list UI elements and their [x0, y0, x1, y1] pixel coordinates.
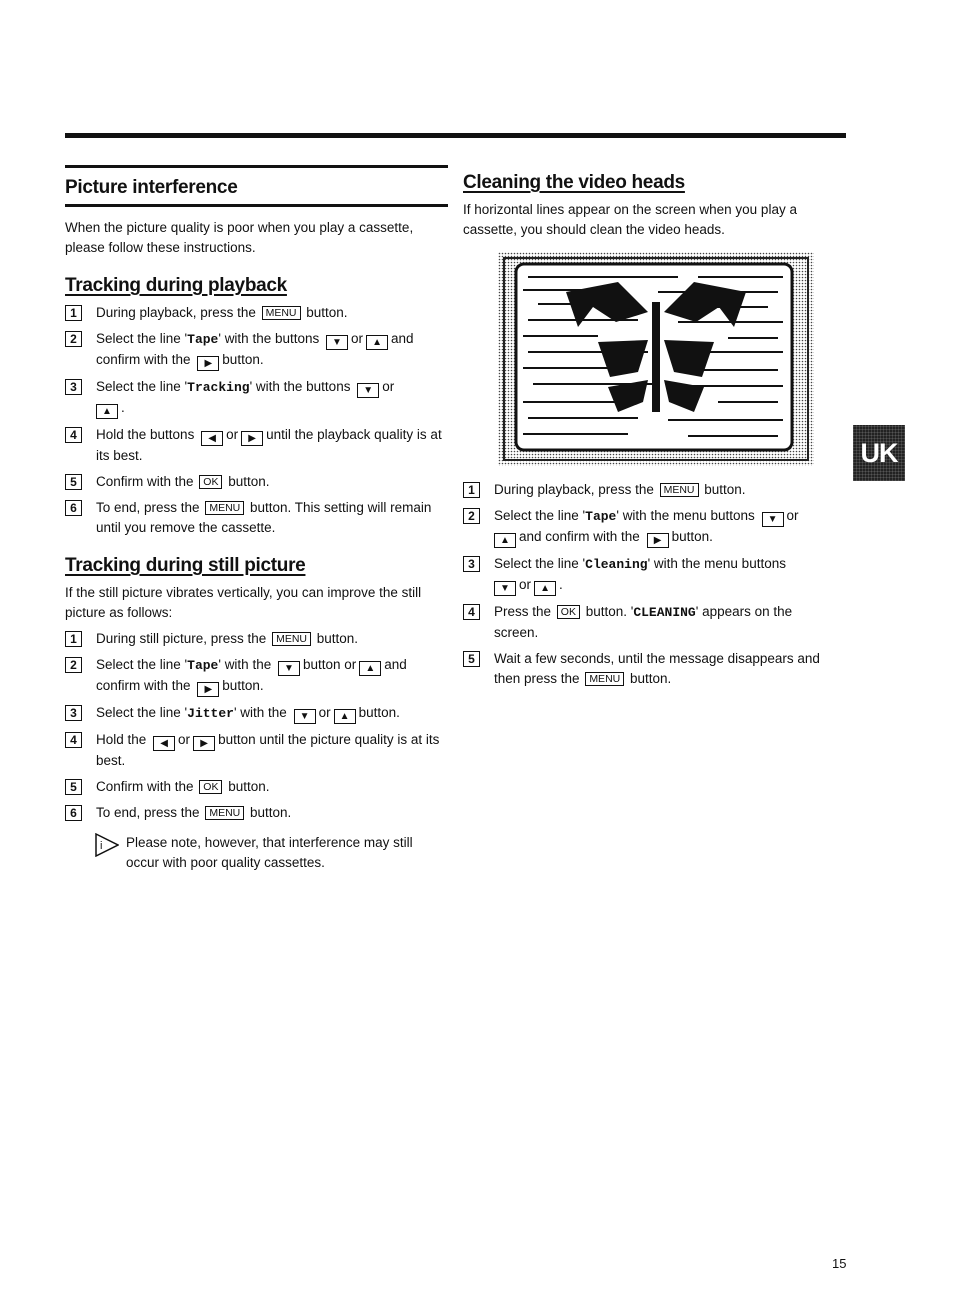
up-arrow-icon: ▲	[366, 335, 388, 350]
step-number: 1	[463, 482, 480, 498]
step-number: 6	[65, 805, 82, 821]
step	[65, 472, 448, 492]
ok-key-icon: OK	[199, 780, 222, 794]
step-text: During still picture, press the	[96, 631, 271, 646]
right-arrow-icon: ▶	[193, 736, 215, 751]
menu-key-icon: MENU	[585, 672, 624, 686]
step-text: button.	[222, 678, 264, 693]
step-text: Select the line '	[96, 705, 188, 720]
up-arrow-icon: ▲	[96, 404, 118, 419]
menu-key-icon: MENU	[262, 306, 301, 320]
menu-key-icon: MENU	[272, 632, 311, 646]
step-text: To end, press the	[96, 500, 204, 515]
step-text: During playback, press the	[96, 305, 260, 320]
left-column	[65, 165, 448, 873]
ok-key-icon: OK	[557, 605, 580, 619]
step-text: or	[786, 508, 799, 523]
menu-item-name: Jitter	[187, 706, 234, 721]
step-text: To end, press the	[96, 805, 204, 820]
step-text: .	[559, 577, 563, 592]
step-number: 3	[463, 556, 480, 572]
step-text: button.	[224, 779, 270, 794]
step-text: ' with the menu buttons	[647, 556, 786, 571]
svg-text:i: i	[100, 840, 103, 852]
step-number: 3	[65, 705, 82, 721]
step-text: button.	[302, 305, 348, 320]
right-arrow-icon: ▶	[197, 356, 219, 371]
step-number: 2	[65, 657, 82, 673]
step	[65, 303, 448, 323]
step-text: Select the line '	[494, 508, 586, 523]
step-text: button.	[222, 352, 264, 367]
menu-item-name: Tape	[187, 658, 219, 673]
step-text: until the playback quality is at its best.	[96, 427, 442, 463]
step-text: Hold the	[96, 732, 151, 747]
step-text: ' with the buttons	[249, 379, 355, 394]
steps-list	[65, 629, 448, 823]
info-icon	[95, 833, 119, 863]
menu-item-name: Tape	[585, 509, 617, 524]
step-text: Select the line '	[96, 331, 188, 346]
language-tab: UK	[853, 425, 905, 481]
step	[65, 425, 448, 466]
step-text: button or	[302, 657, 357, 672]
step-text: Select the line '	[96, 657, 188, 672]
up-arrow-icon: ▲	[494, 533, 516, 548]
ok-key-icon: OK	[199, 475, 222, 489]
menu-key-icon: MENU	[660, 483, 699, 497]
step-text: button.	[700, 482, 746, 497]
right-arrow-icon: ▶	[647, 533, 669, 548]
menu-key-icon: MENU	[205, 501, 244, 515]
up-arrow-icon: ▲	[359, 661, 381, 676]
step	[463, 602, 833, 643]
menu-key-icon: MENU	[205, 806, 244, 820]
step-text: button.	[313, 631, 359, 646]
step	[65, 777, 448, 797]
step-text: or	[226, 427, 239, 442]
step-text: button.	[224, 474, 270, 489]
step-text: ' with the	[218, 657, 275, 672]
step-text: ' with the buttons	[218, 331, 323, 346]
intro-text: If the still picture vibrates vertically, you can improve the still picture as follows:	[65, 585, 422, 620]
step	[463, 506, 833, 548]
section-title-tracking-playback: Tracking during playback	[65, 275, 287, 296]
down-arrow-icon: ▼	[494, 581, 516, 596]
step-text: button. This setting will remain until you remove the cassette.	[96, 500, 432, 535]
down-arrow-icon: ▼	[278, 661, 300, 676]
step-number: 1	[65, 305, 82, 321]
step-number: 1	[65, 631, 82, 647]
step-text: button.	[671, 529, 713, 544]
intro-text: When the picture quality is poor when you play a cassette, please follow these instructions.	[65, 220, 414, 255]
step-text: Select the line '	[494, 556, 586, 571]
step-text: Wait a few seconds, until the message disappears and then press the	[494, 651, 820, 686]
right-arrow-icon: ▶	[197, 682, 219, 697]
note-text: Please note, however, that interference may still occur with poor quality cassettes.	[126, 835, 413, 870]
left-arrow-icon: ◀	[153, 736, 175, 751]
step-text: ' with the menu buttons	[616, 508, 759, 523]
step-number: 5	[65, 474, 82, 490]
right-arrow-icon: ▶	[241, 431, 263, 446]
step	[65, 629, 448, 649]
section-title-cleaning: Cleaning the video heads	[463, 172, 685, 193]
step-text: and confirm with the	[96, 331, 414, 367]
menu-item-name: Tape	[187, 332, 219, 347]
steps-list	[65, 303, 448, 538]
step	[65, 377, 448, 419]
step	[65, 655, 448, 697]
step-text: Hold the buttons	[96, 427, 199, 442]
step	[65, 498, 448, 538]
step-text: or	[519, 577, 532, 592]
step-text: ' appears on the screen.	[494, 604, 793, 640]
menu-item-name: Tracking	[187, 380, 250, 395]
step-text: or	[351, 331, 364, 346]
step	[65, 329, 448, 371]
step-text: button. '	[581, 604, 634, 619]
note	[65, 833, 448, 873]
step-text: .	[121, 400, 125, 415]
step-text: button until the picture quality is at its best.	[96, 732, 440, 768]
left-arrow-icon: ◀	[201, 431, 223, 446]
down-arrow-icon: ▼	[762, 512, 784, 527]
step	[463, 480, 833, 500]
right-column	[463, 172, 833, 695]
section-title-tracking-still: Tracking during still picture	[65, 555, 306, 576]
step-number: 3	[65, 379, 82, 395]
step-number: 5	[65, 779, 82, 795]
steps-list	[463, 480, 833, 689]
step-text: Confirm with the	[96, 474, 198, 489]
intro-text: If horizontal lines appear on the screen when you play a cassette, you should clean the video heads.	[463, 202, 797, 237]
tv-interference-illustration	[498, 252, 814, 466]
step-text: ' with the	[233, 705, 291, 720]
step-number: 4	[65, 732, 82, 748]
step-text: During playback, press the	[494, 482, 658, 497]
down-arrow-icon: ▼	[326, 335, 348, 350]
step-text: and confirm with the	[519, 529, 644, 544]
down-arrow-icon: ▼	[357, 383, 379, 398]
step-text: Press the	[494, 604, 555, 619]
step-text: or	[178, 732, 191, 747]
step	[463, 649, 833, 689]
menu-item-name: Cleaning	[585, 557, 648, 572]
up-arrow-icon: ▲	[334, 709, 356, 724]
step-number: 2	[463, 508, 480, 524]
step	[65, 730, 448, 771]
menu-item-name: CLEANING	[633, 605, 696, 620]
step-text: Select the line '	[96, 379, 188, 394]
up-arrow-icon: ▲	[534, 581, 556, 596]
step	[463, 554, 833, 596]
step-text: button.	[358, 705, 400, 720]
step-text: or	[382, 379, 395, 394]
page-number: 15	[832, 1256, 847, 1271]
step	[65, 803, 448, 823]
step-number: 6	[65, 500, 82, 516]
step-text: and confirm with the	[96, 657, 407, 693]
section-title-picture-interference: Picture interference	[65, 168, 448, 207]
step-number: 4	[463, 604, 480, 620]
step-text: or	[318, 705, 331, 720]
down-arrow-icon: ▼	[294, 709, 316, 724]
step-text: button.	[246, 805, 292, 820]
step-number: 5	[463, 651, 480, 667]
step-text: button.	[626, 671, 672, 686]
step-number: 4	[65, 427, 82, 443]
step-number: 2	[65, 331, 82, 347]
step	[65, 703, 448, 724]
top-rule	[65, 133, 846, 138]
step-text: Confirm with the	[96, 779, 198, 794]
